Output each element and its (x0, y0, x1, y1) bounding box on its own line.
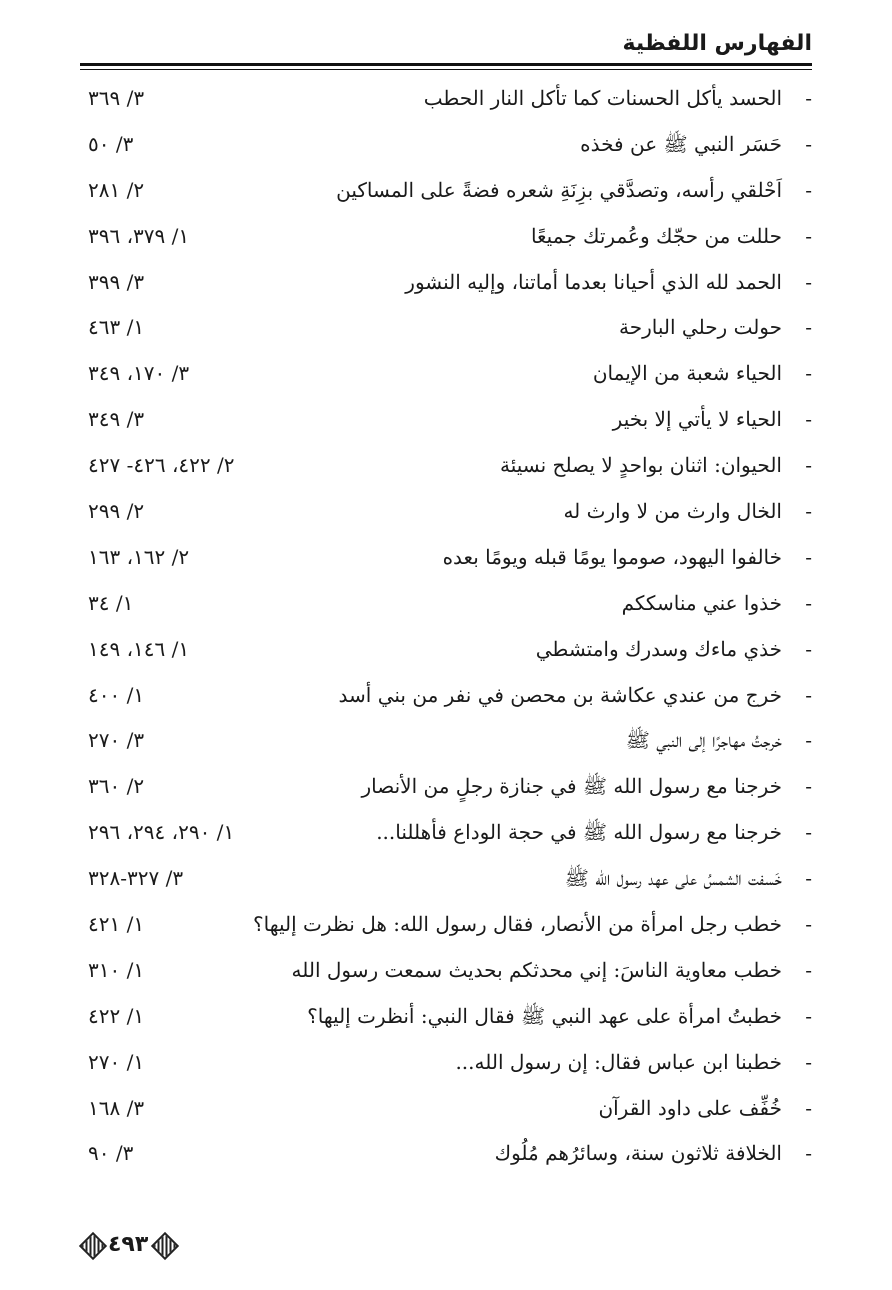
entry-dash: - (805, 223, 812, 248)
list-item (80, 397, 812, 443)
entry-text: خطبنا ابن عباس فقال: إن رسول الله... (455, 1049, 782, 1074)
entry-dash: - (805, 1049, 812, 1074)
list-item (80, 994, 812, 1040)
entry-reference: ٢/ ٢٩٩ (88, 499, 145, 524)
entry-reference: ٣/ ٥٠ (88, 131, 134, 156)
entry-text: الحسد يأكل الحسنات كما تأكل النار الحطب (423, 86, 782, 110)
entry-reference: ٢/ ٢٨١ (88, 177, 145, 202)
entry-reference: ٣/ ٩٠ (88, 1141, 134, 1166)
page-number: ٤٩٣ (108, 1232, 149, 1257)
entry-dash: - (805, 728, 812, 753)
list-item (80, 810, 812, 856)
entry-reference: ١/ ١٤٦، ١٤٩ (88, 636, 190, 661)
page-header (80, 28, 812, 62)
entry-reference: ١/ ٤٢١ (88, 912, 145, 937)
entry-dash: - (805, 590, 812, 615)
list-item (80, 1131, 812, 1177)
entry-reference: ٣/ ٣٢٧-٣٢٨ (88, 866, 184, 891)
entry-dash: - (805, 499, 812, 524)
entry-text: خرجنا مع رسول الله ﷺ في حجة الوداع فأهللنا... (376, 820, 782, 845)
ornament-icon (80, 1233, 104, 1257)
list-item (80, 1040, 812, 1086)
entry-dash: - (805, 1141, 812, 1166)
list-item (80, 489, 812, 535)
entry-text: الخلافة ثلاثون سنة، وسائرُهم مُلُوك (494, 1141, 782, 1166)
entry-dash: - (805, 544, 812, 569)
entry-text: خطب معاوية الناسَ: إني محدثكم بحديث سمعت رسول الله (291, 957, 782, 982)
entry-text: الحياء شعبة من الإيمان (592, 361, 782, 386)
entry-text: الحمد لله الذي أحيانا بعدما أماتنا، وإليه النشور (405, 269, 782, 294)
entry-dash: - (805, 361, 812, 386)
list-item (80, 351, 812, 397)
entry-reference: ١/ ٣٤ (88, 590, 134, 615)
entry-reference: ٣/ ٢٧٠ (88, 728, 145, 753)
entry-dash: - (805, 1095, 812, 1120)
entry-text: خَسفت الشمسُ على عهد رسول الله ﷺ (564, 866, 782, 891)
entry-dash: - (805, 177, 812, 202)
entry-reference: ٢/ ٣٦٠ (88, 774, 145, 799)
list-item (80, 718, 812, 764)
header-rule-thick (80, 63, 812, 66)
list-item (80, 764, 812, 810)
entry-text: خالفوا اليهود، صوموا يومًا قبله ويومًا بعده (442, 544, 782, 569)
entry-dash: - (805, 315, 812, 340)
list-item (80, 76, 812, 122)
list-item (80, 856, 812, 902)
list-item (80, 443, 812, 489)
list-item (80, 168, 812, 214)
entry-text: حولت رحلي البارحة (619, 315, 782, 340)
entry-dash: - (805, 1003, 812, 1028)
entry-reference: ٢/ ١٦٢، ١٦٣ (88, 544, 190, 569)
entry-text: خذوا عني مناسككم (621, 590, 782, 615)
entry-dash: - (805, 774, 812, 799)
page-title: الفهارس اللفظية (622, 31, 812, 56)
list-item (80, 1086, 812, 1132)
list-item (80, 535, 812, 581)
entry-text: الخال وارث من لا وارث له (563, 499, 782, 524)
entry-dash: - (805, 636, 812, 661)
entry-reference: ١/ ٤٠٠ (88, 682, 145, 707)
list-item (80, 260, 812, 306)
entry-text: خرجنا مع رسول الله ﷺ في جنازة رجلٍ من الأنصار (361, 774, 782, 799)
entry-dash: - (805, 682, 812, 707)
entry-dash: - (805, 86, 812, 110)
entry-text: اَحْلقي رأسه، وتصدَّقي بزِنَةِ شعره فضةً على المساكين (336, 177, 782, 202)
entry-text: خذي ماءك وسدرك وامتشطي (535, 636, 782, 661)
entry-dash: - (805, 269, 812, 294)
entry-dash: - (805, 912, 812, 937)
list-item (80, 673, 812, 719)
list-item (80, 214, 812, 260)
entry-text: حللت من حجّك وعُمرتك جميعًا (530, 223, 782, 248)
list-item (80, 627, 812, 673)
list-item (80, 948, 812, 994)
entry-text: خرجتُ مهاجرًا إلى النبي ﷺ (625, 728, 782, 753)
entry-text: حَسَر النبي ﷺ عن فخذه (580, 131, 782, 156)
list-item (80, 581, 812, 627)
entry-text: خطب رجل امرأة من الأنصار، فقال رسول الله: هل نظرت إليها؟ (253, 912, 782, 937)
entry-reference: ٣/ ٣٩٩ (88, 269, 145, 294)
entry-text: خطبتُ امرأة على عهد النبي ﷺ فقال النبي: أنظرت إليها؟ (307, 1003, 782, 1028)
entry-text: الحياء لا يأتي إلا بخير (612, 407, 782, 432)
list-item (80, 902, 812, 948)
entry-reference: ١/ ٢٩٠، ٢٩٤، ٢٩٦ (88, 820, 235, 845)
entry-reference: ١/ ٢٧٠ (88, 1049, 145, 1074)
entry-dash: - (805, 407, 812, 432)
ornament-icon (152, 1233, 176, 1257)
entry-dash: - (805, 453, 812, 478)
entry-dash: - (805, 957, 812, 982)
entry-reference: ١/ ٤٢٢ (88, 1003, 145, 1028)
entry-dash: - (805, 866, 812, 891)
entry-reference: ١/ ٣١٠ (88, 957, 145, 982)
entry-dash: - (805, 131, 812, 156)
entry-dash: - (805, 820, 812, 845)
entry-reference: ١/ ٤٦٣ (88, 315, 145, 340)
entry-text: خرج من عندي عكاشة بن محصن في نفر من بني أسد (338, 682, 782, 707)
page-footer (80, 1228, 176, 1262)
list-item (80, 122, 812, 168)
entry-reference: ١/ ٣٧٩، ٣٩٦ (88, 223, 190, 248)
header-rule-thin (80, 69, 812, 70)
entry-reference: ٣/ ١٦٨ (88, 1095, 145, 1120)
entry-text: خُفِّف على داود القرآن (598, 1095, 782, 1120)
entry-text: الحيوان: اثنان بواحدٍ لا يصلح نسيئة (499, 453, 782, 478)
entry-reference: ٢/ ٤٢٢، ٤٢٦- ٤٢٧ (88, 453, 235, 478)
entry-reference: ٣/ ٣٦٩ (88, 86, 145, 110)
entry-reference: ٣/ ١٧٠، ٣٤٩ (88, 361, 190, 386)
index-list (80, 76, 812, 1177)
entry-reference: ٣/ ٣٤٩ (88, 407, 145, 432)
list-item (80, 305, 812, 351)
